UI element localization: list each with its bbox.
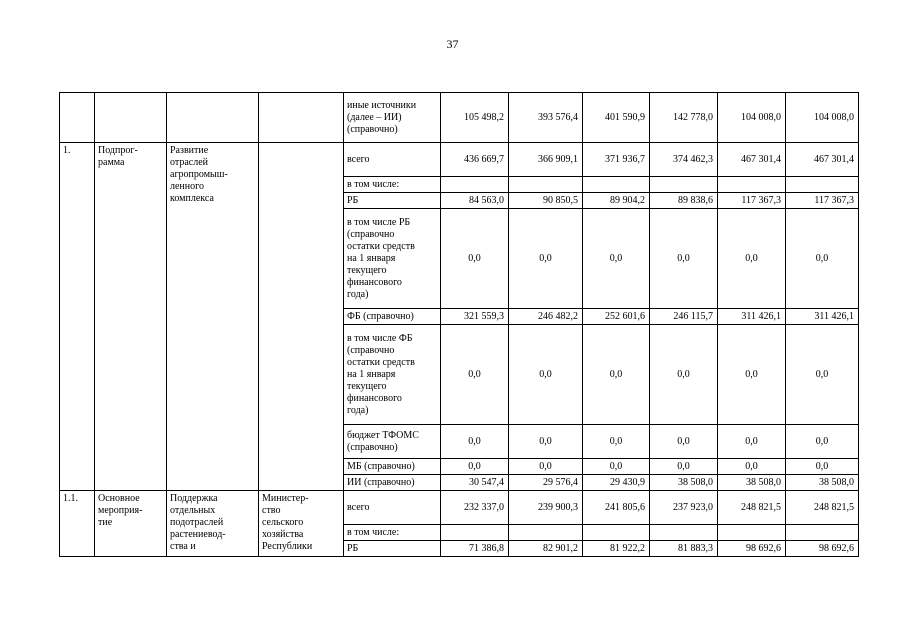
- cell-value: 0,0: [786, 325, 859, 425]
- cell-value: 0,0: [786, 209, 859, 309]
- cell-value: 0,0: [718, 325, 786, 425]
- cell-value: 393 576,4: [509, 93, 583, 143]
- cell-value: 81 883,3: [650, 541, 718, 557]
- cell-value: 0,0: [786, 459, 859, 475]
- cell-b: Подпрог- рамма: [95, 143, 167, 491]
- cell-value: 0,0: [786, 425, 859, 459]
- cell-b: [95, 93, 167, 143]
- cell-value: 436 669,7: [441, 143, 509, 177]
- cell-value: 311 426,1: [718, 309, 786, 325]
- cell-value: [509, 525, 583, 541]
- cell-value: 0,0: [509, 325, 583, 425]
- cell-value: 142 778,0: [650, 93, 718, 143]
- cell-value: 29 430,9: [583, 475, 650, 491]
- cell-d: Министер- ство сельского хозяйства Республики: [259, 491, 344, 557]
- cell-source: МБ (справочно): [344, 459, 441, 475]
- cell-value: 0,0: [650, 425, 718, 459]
- cell-a: 1.1.: [60, 491, 95, 557]
- cell-a: [60, 93, 95, 143]
- cell-value: 98 692,6: [718, 541, 786, 557]
- cell-value: 0,0: [718, 209, 786, 309]
- cell-value: 371 936,7: [583, 143, 650, 177]
- cell-value: 84 563,0: [441, 193, 509, 209]
- cell-value: 0,0: [583, 459, 650, 475]
- cell-value: [786, 525, 859, 541]
- cell-value: 38 508,0: [650, 475, 718, 491]
- cell-value: 321 559,3: [441, 309, 509, 325]
- cell-value: [718, 177, 786, 193]
- cell-value: 467 301,4: [786, 143, 859, 177]
- cell-source: в том числе РБ (справочно остатки средств на 1 января текущего финансового года): [344, 209, 441, 309]
- cell-d: [259, 143, 344, 491]
- cell-value: 71 386,8: [441, 541, 509, 557]
- cell-source: в том числе ФБ (справочно остатки средств на 1 января текущего финансового года): [344, 325, 441, 425]
- cell-value: 117 367,3: [786, 193, 859, 209]
- cell-value: [441, 177, 509, 193]
- budget-table: [59, 92, 859, 557]
- cell-value: [583, 525, 650, 541]
- cell-value: 0,0: [509, 425, 583, 459]
- cell-value: 366 909,1: [509, 143, 583, 177]
- cell-source: ИИ (справочно): [344, 475, 441, 491]
- cell-d: [259, 93, 344, 143]
- cell-value: [718, 525, 786, 541]
- cell-value: 0,0: [718, 459, 786, 475]
- cell-value: 0,0: [718, 425, 786, 459]
- cell-source: в том числе:: [344, 525, 441, 541]
- cell-source: РБ: [344, 193, 441, 209]
- cell-value: 0,0: [583, 325, 650, 425]
- cell-value: [786, 177, 859, 193]
- cell-value: 248 821,5: [718, 491, 786, 525]
- cell-value: 232 337,0: [441, 491, 509, 525]
- cell-value: 237 923,0: [650, 491, 718, 525]
- cell-value: 401 590,9: [583, 93, 650, 143]
- cell-value: 0,0: [441, 425, 509, 459]
- table-row: [60, 93, 859, 143]
- cell-value: 0,0: [509, 209, 583, 309]
- cell-value: [509, 177, 583, 193]
- cell-value: 0,0: [509, 459, 583, 475]
- cell-b: Основное мероприя- тие: [95, 491, 167, 557]
- table-body: [60, 93, 859, 557]
- cell-value: 0,0: [441, 209, 509, 309]
- table-row: [60, 491, 859, 525]
- cell-value: 89 838,6: [650, 193, 718, 209]
- cell-value: 30 547,4: [441, 475, 509, 491]
- cell-value: 38 508,0: [718, 475, 786, 491]
- cell-value: 467 301,4: [718, 143, 786, 177]
- cell-source: бюджет ТФОМС (справочно): [344, 425, 441, 459]
- cell-value: 252 601,6: [583, 309, 650, 325]
- cell-a: 1.: [60, 143, 95, 491]
- cell-value: 246 482,2: [509, 309, 583, 325]
- cell-source: РБ: [344, 541, 441, 557]
- cell-value: 0,0: [650, 459, 718, 475]
- cell-value: 29 576,4: [509, 475, 583, 491]
- cell-value: 105 498,2: [441, 93, 509, 143]
- cell-value: [583, 177, 650, 193]
- cell-c: [167, 93, 259, 143]
- cell-source: иные источники (далее – ИИ) (справочно): [344, 93, 441, 143]
- cell-value: 104 008,0: [718, 93, 786, 143]
- cell-value: [441, 525, 509, 541]
- page-number: 37: [446, 37, 459, 51]
- cell-value: 0,0: [650, 325, 718, 425]
- cell-source: в том числе:: [344, 177, 441, 193]
- cell-value: 82 901,2: [509, 541, 583, 557]
- cell-value: 239 900,3: [509, 491, 583, 525]
- cell-value: 248 821,5: [786, 491, 859, 525]
- cell-value: 117 367,3: [718, 193, 786, 209]
- cell-c: Развитие отраслей агропромыш- ленного комплекса: [167, 143, 259, 491]
- cell-value: 0,0: [441, 459, 509, 475]
- table-row: [60, 143, 859, 177]
- cell-c: Поддержка отдельных подотраслей растениевод- ства и: [167, 491, 259, 557]
- cell-source: всего: [344, 491, 441, 525]
- cell-value: [650, 177, 718, 193]
- cell-value: 90 850,5: [509, 193, 583, 209]
- cell-value: 241 805,6: [583, 491, 650, 525]
- cell-value: 104 008,0: [786, 93, 859, 143]
- cell-value: 38 508,0: [786, 475, 859, 491]
- cell-value: 98 692,6: [786, 541, 859, 557]
- cell-value: 0,0: [441, 325, 509, 425]
- cell-source: всего: [344, 143, 441, 177]
- cell-value: 246 115,7: [650, 309, 718, 325]
- cell-source: ФБ (справочно): [344, 309, 441, 325]
- cell-value: 311 426,1: [786, 309, 859, 325]
- cell-value: 89 904,2: [583, 193, 650, 209]
- cell-value: 0,0: [583, 425, 650, 459]
- cell-value: 0,0: [650, 209, 718, 309]
- cell-value: 0,0: [583, 209, 650, 309]
- cell-value: [650, 525, 718, 541]
- cell-value: 81 922,2: [583, 541, 650, 557]
- cell-value: 374 462,3: [650, 143, 718, 177]
